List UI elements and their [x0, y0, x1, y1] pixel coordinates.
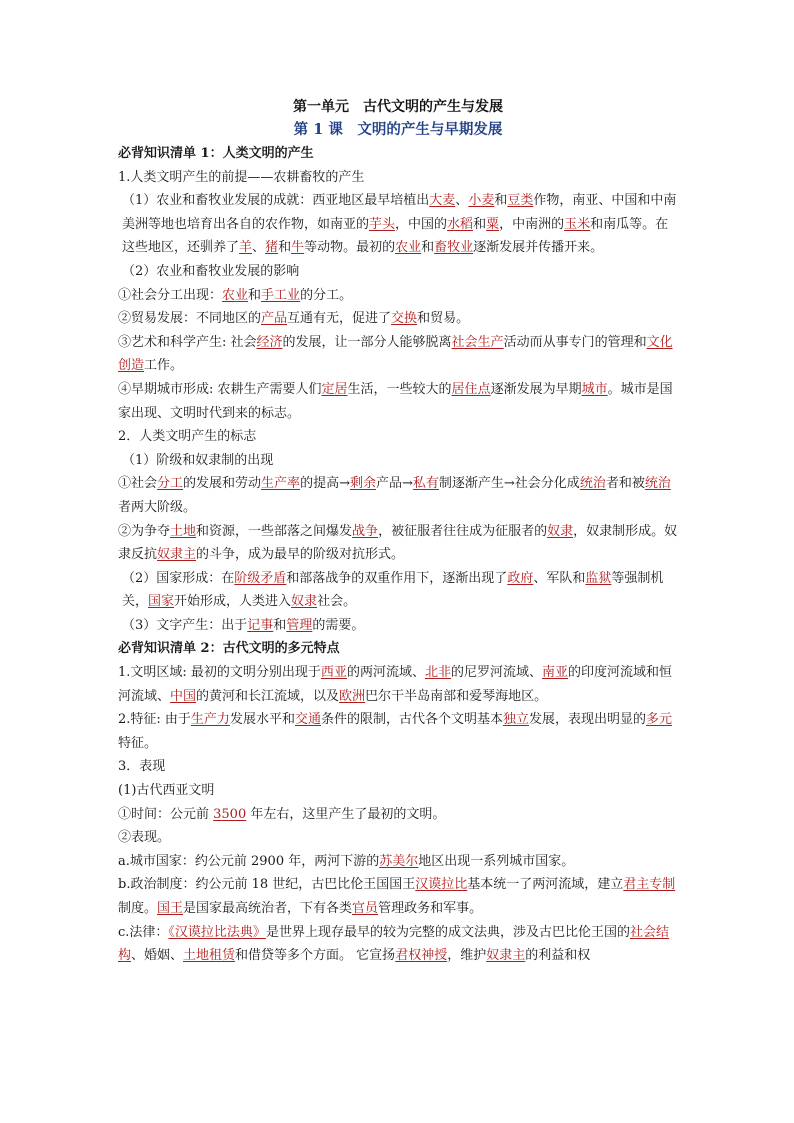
- key-term: 交通: [294, 712, 321, 728]
- paragraph: [118, 425, 678, 449]
- text-run: ④早期城市形成: 农耕生产需要人们: [118, 381, 322, 397]
- text-run: 的两河流域、: [346, 665, 425, 681]
- text-run: 巴尔干半岛南部和爱琴海地区。: [365, 688, 548, 704]
- text-run: 的尼罗河流域、: [450, 665, 542, 681]
- key-term: 奴隶主: [157, 547, 197, 563]
- key-term: 国家: [148, 594, 175, 610]
- text-run: （3）文字产生：出于: [122, 617, 248, 633]
- section-heading: [118, 142, 678, 166]
- key-term: 统治: [644, 476, 671, 492]
- text-run: ②贸易发展：不同地区的: [118, 311, 262, 327]
- paragraph: [118, 708, 678, 755]
- key-term: 大麦: [429, 193, 456, 209]
- key-term: 监狱: [585, 570, 612, 586]
- section-heading: [118, 637, 678, 661]
- paragraph: [118, 331, 678, 378]
- key-term: 猪: [265, 240, 279, 256]
- text-run: 逐渐发展并传播开来。: [473, 240, 604, 256]
- text-run: 1.人类文明产生的前提——农耕畜牧的产生: [118, 169, 365, 185]
- key-term: 社会结构: [118, 924, 669, 964]
- text-run: ，中国的: [395, 216, 448, 232]
- key-term: 生产力: [190, 712, 230, 728]
- document-page: [118, 96, 678, 968]
- lesson-title: 第 1 课 文明的产生与早期发展: [293, 121, 503, 138]
- text-run: 条件的限制，古代各个文明基本: [320, 712, 503, 728]
- text-run: ③艺术和科学产生: 社会: [118, 334, 257, 350]
- text-run: （1）农业和畜牧业发展的成就：西亚地区最早培植出: [122, 193, 430, 209]
- text-run: 、婚姻、: [131, 948, 184, 964]
- text-run: c.法律：: [118, 924, 169, 940]
- text-run: 的提高→: [300, 476, 350, 492]
- paragraph: [118, 189, 678, 260]
- text-run: （2）国家形成：在: [122, 570, 235, 586]
- key-term: 奴隶: [291, 594, 318, 610]
- key-term: 分工: [157, 476, 184, 492]
- paragraph: [118, 307, 678, 331]
- key-term: 城市: [581, 381, 608, 397]
- key-term: 君权神授: [395, 948, 448, 964]
- text-run: ，中南洲的: [499, 216, 565, 232]
- key-term: 《汉谟拉比法典》: [168, 924, 266, 940]
- text-run: 1.文明区域: 最初的文明分别出现于: [118, 665, 321, 681]
- paragraph: [118, 850, 678, 874]
- key-term: 社会生产: [451, 334, 504, 350]
- text-run: 基本统一了两河流域，建立: [467, 877, 624, 893]
- text-run: ①社会: [118, 476, 158, 492]
- text-run: 和: [494, 193, 508, 209]
- text-run: 的利益和权: [525, 948, 591, 964]
- text-run: 的分工。: [300, 287, 353, 303]
- text-run: ，奴隶制形成。奴隶反抗: [118, 523, 678, 563]
- text-run: 年左右，这里产生了最初的文明。: [246, 806, 446, 822]
- key-term: 土地租赁: [183, 948, 236, 964]
- text-run: b.政治制度：约公元前 18 世纪，古巴比伦王国国王: [118, 877, 416, 893]
- text-run: ①时间：公元前: [118, 806, 214, 822]
- key-term: 交换: [391, 311, 418, 327]
- text-run: a.城市国家：约公元前 2900 年，两河下游的: [118, 853, 380, 869]
- key-term: 君主专制: [623, 877, 676, 893]
- paragraph: [118, 567, 678, 614]
- paragraph: [118, 614, 678, 638]
- paragraph: [118, 378, 678, 425]
- text-run: 地区出现一系列城市国家。: [418, 853, 575, 869]
- paragraph: [118, 166, 678, 190]
- text-run: 和: [278, 240, 292, 256]
- key-term: 奴隶主: [486, 948, 526, 964]
- text-run: 、: [252, 240, 266, 256]
- key-term: 文化创造: [118, 334, 673, 374]
- paragraph: [118, 260, 678, 284]
- paragraph: [118, 755, 678, 779]
- key-term: 产品: [261, 311, 288, 327]
- key-term: 国王: [157, 901, 184, 916]
- key-term: 统治: [579, 476, 606, 492]
- text-run: 和: [473, 216, 487, 232]
- text-run: 互通有无，促进了: [287, 311, 392, 327]
- key-term: 南亚: [541, 665, 568, 681]
- text-run: 管理政务和军事。: [378, 901, 483, 916]
- key-term: 手工业: [261, 287, 301, 303]
- text-run: 。城市是国家出现、文明时代到来的标志。: [118, 381, 673, 421]
- key-term: 奴隶: [547, 523, 574, 539]
- paragraph: [118, 284, 678, 308]
- key-term: 西亚: [320, 665, 347, 681]
- text-run: 产品→: [375, 476, 413, 492]
- text-run: 和贸易。: [417, 311, 470, 327]
- key-term: 管理: [286, 617, 313, 633]
- text-run: ②为争夺: [118, 523, 171, 539]
- key-term: 独立: [502, 712, 529, 728]
- key-term: 芋头: [369, 216, 396, 232]
- key-term: 记事: [247, 617, 274, 633]
- text-run: 生活，一些较大的: [347, 381, 452, 397]
- text-run: 开始形成，人类进入: [174, 594, 292, 610]
- key-term: 玉米: [564, 216, 591, 232]
- key-term: 农业: [222, 287, 249, 303]
- text-run: ①社会分工出现：: [118, 287, 223, 303]
- text-run: 和资源，一些部落之间爆发: [196, 523, 353, 539]
- text-run: 和借贷等多个方面。 它宣扬: [235, 948, 396, 964]
- key-term: 粟: [486, 216, 500, 232]
- key-term: 豆类: [507, 193, 534, 209]
- key-term: 苏美尔: [379, 853, 419, 869]
- text-run: ，维护: [447, 948, 487, 964]
- key-term: 经济: [256, 334, 283, 350]
- key-term: 定居: [321, 381, 348, 397]
- key-term: 战争: [352, 523, 379, 539]
- key-term: 农业: [395, 240, 422, 256]
- text-run: （2）农业和畜牧业发展的影响: [122, 263, 300, 279]
- text-run: 发展水平和: [229, 712, 295, 728]
- text-run: 的发展和劳动: [183, 476, 262, 492]
- key-term: 土地: [170, 523, 197, 539]
- text-run: 制逐渐产生→社会分化成: [438, 476, 580, 492]
- text-run: 制度。: [118, 901, 158, 916]
- key-term: 官员: [352, 901, 379, 916]
- text-run: （1）阶级和奴隶制的出现: [122, 452, 274, 468]
- text-run: 者两大阶级。: [118, 499, 197, 515]
- paragraph: [118, 661, 678, 708]
- paragraph: [118, 472, 678, 519]
- paragraph: [118, 803, 678, 827]
- key-term: 3500: [213, 806, 247, 822]
- key-term: 居住点: [451, 381, 491, 397]
- text-run: 、军队和: [533, 570, 586, 586]
- key-term: 北非: [424, 665, 451, 681]
- key-term: 畜牧业: [434, 240, 474, 256]
- text-run: ，被征服者往往成为征服者的: [378, 523, 548, 539]
- text-run: 必背知识清单 1：人类文明的产生: [118, 146, 314, 161]
- text-run: 作物，南亚、中国和中南美洲等地也培育出各自的农作物，如南亚的: [122, 193, 677, 232]
- text-run: 必背知识清单 2：古代文明的多元特点: [118, 641, 340, 657]
- text-run: ②表现。: [118, 830, 171, 846]
- text-run: 2.特征: 由于: [118, 712, 191, 728]
- key-term: 欧洲: [339, 688, 366, 704]
- text-run: 是世界上现存最早的较为完整的成文法典，涉及古巴比伦王国的: [265, 924, 630, 940]
- text-run: 和部落战争的双重作用下，逐渐出现了: [286, 570, 508, 586]
- text-run: 的黄河和长江流域，以及: [196, 688, 340, 704]
- key-term: 水稻: [447, 216, 474, 232]
- text-run: (1)古代西亚文明: [118, 783, 215, 799]
- paragraph: [118, 449, 678, 473]
- key-term: 生产率: [261, 476, 301, 492]
- text-run: 和南瓜等。在这些地区，还驯养了: [122, 216, 669, 256]
- key-term: 多元: [646, 712, 673, 728]
- unit-title: 第一单元 古代文明的产生与发展: [293, 99, 503, 115]
- text-run: 3．表现: [118, 759, 166, 775]
- text-run: 活动而从事专门的管理和: [503, 334, 647, 350]
- text-run: 和: [273, 617, 287, 633]
- key-term: 中国: [170, 688, 197, 704]
- key-term: 剩余: [349, 476, 376, 492]
- text-run: 发展，表现出明显的: [529, 712, 647, 728]
- paragraph: [118, 826, 678, 850]
- text-run: 逐渐发展为早期: [490, 381, 582, 397]
- text-run: 和: [421, 240, 435, 256]
- text-run: 工作。: [144, 358, 184, 374]
- text-run: 的发展，让一部分人能够脱离: [282, 334, 452, 350]
- key-term: 小麦: [468, 193, 495, 209]
- document-body: [118, 142, 678, 968]
- text-run: 等动物。最初的: [304, 240, 396, 256]
- text-run: 社会。: [317, 594, 357, 610]
- text-run: 、: [455, 193, 469, 209]
- text-run: 的斗争，成为最早的阶级对抗形式。: [196, 547, 405, 563]
- paragraph: [118, 921, 678, 968]
- text-run: 的需要。: [312, 617, 365, 633]
- text-run: 等强制机关，: [122, 570, 664, 610]
- key-term: 汉谟拉比: [415, 877, 468, 893]
- key-term: 政府: [507, 570, 534, 586]
- text-run: 者和被: [605, 476, 645, 492]
- paragraph: [118, 873, 678, 920]
- text-run: 的印度河流域和恒河流域、: [118, 665, 673, 704]
- paragraph: [118, 520, 678, 567]
- key-term: 牛: [291, 240, 305, 256]
- text-run: 特征。: [118, 735, 158, 751]
- text-run: 是国家最高统治者，下有各类: [183, 901, 353, 916]
- key-term: 羊: [239, 240, 253, 256]
- paragraph: [118, 779, 678, 803]
- key-term: 私有: [412, 476, 439, 492]
- text-run: 和: [248, 287, 262, 303]
- text-run: 2．人类文明产生的标志: [118, 429, 257, 445]
- key-term: 阶级矛盾: [234, 570, 287, 586]
